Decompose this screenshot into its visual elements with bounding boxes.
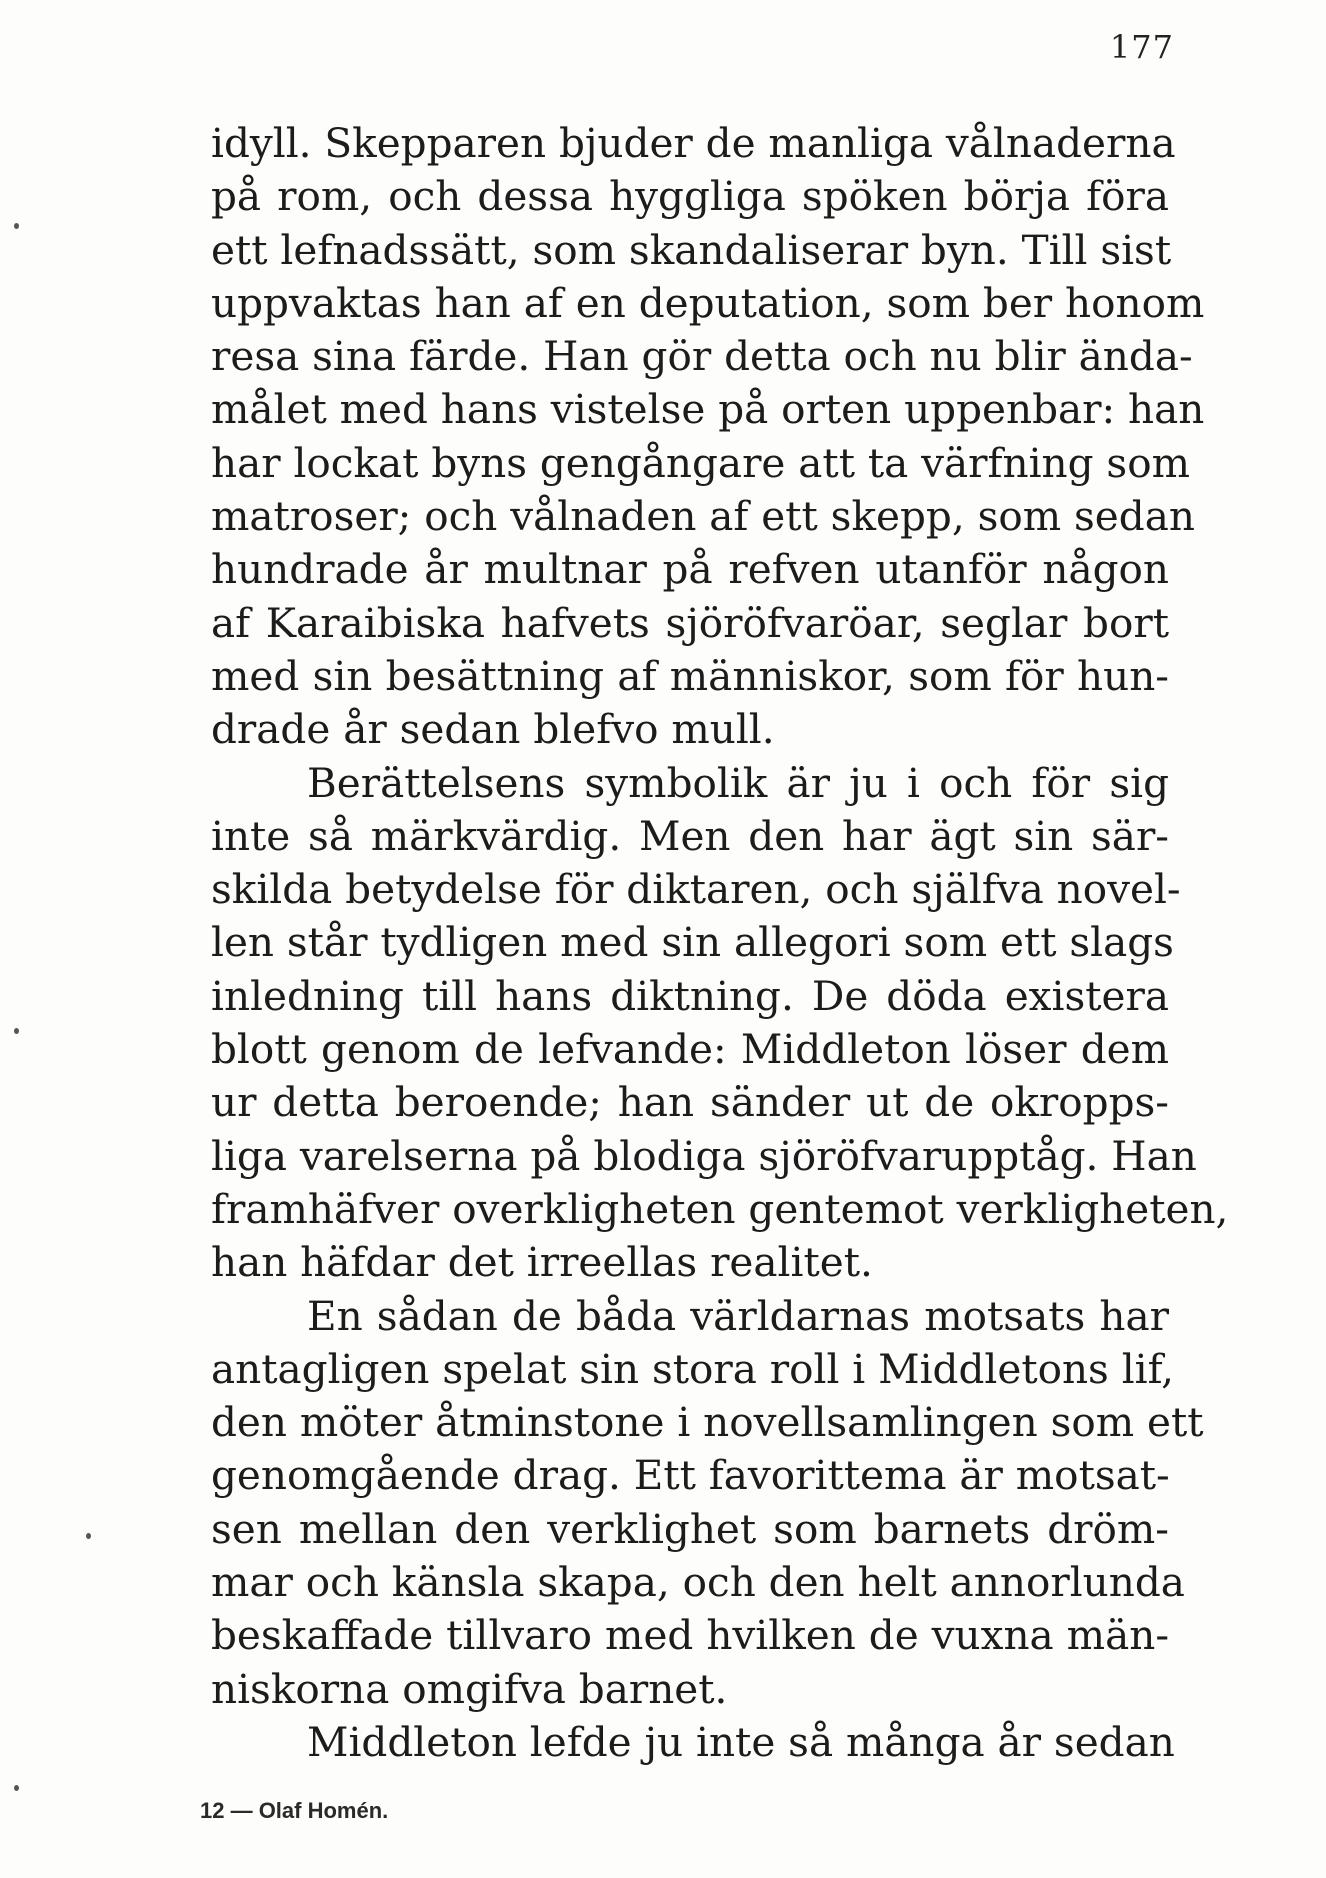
text-line: framhäfver overkligheten gentemot verkligheten,	[211, 1184, 1229, 1233]
text-line: niskorna omgifva barnet.	[211, 1664, 728, 1713]
margin-speck	[86, 1533, 91, 1539]
text-line: Middleton lefde ju inte så många år sedan	[307, 1717, 1175, 1766]
text-line: idyll. Skepparen bjuder de manliga vålnaderna	[211, 119, 1176, 167]
text-line: på rom, och dessa hyggliga spöken börja föra	[211, 172, 1169, 221]
text-line: inte så märkvärdig. Men den har ägt sin sär-	[211, 811, 1169, 860]
text-line: han häfdar det irreellas realitet.	[211, 1238, 873, 1287]
text-line: uppvaktas han af en deputation, som ber honom	[211, 278, 1205, 327]
text-line: drade år sedan blefvo mull.	[211, 705, 775, 754]
text-line: har lockat byns gengångare att ta värfning som	[211, 438, 1191, 487]
text-line: genomgående drag. Ett favorittema är motsat-	[211, 1451, 1170, 1500]
page-number: 177	[1109, 28, 1174, 66]
text-line: liga varelserna på blodiga sjöröfvarupptåg. Han	[211, 1131, 1197, 1180]
text-line: matroser; och vålnaden af ett skepp, som sedan	[211, 492, 1195, 541]
text-line: ur detta beroende; han sänder ut de okropps-	[211, 1078, 1169, 1127]
text-line: hundrade år multnar på refven utanför någon	[211, 545, 1169, 594]
text-line: den möter åtminstone i novellsamlingen som ett	[211, 1398, 1204, 1447]
text-line: Berättelsens symbolik är ju i och för sig	[307, 758, 1169, 807]
text-line: resa sina färde. Han gör detta och nu blir ända-	[211, 332, 1193, 381]
margin-speck	[14, 1028, 19, 1034]
body-text	[211, 117, 1229, 1769]
text-line: len står tydligen med sin allegori som ett slags	[211, 918, 1174, 967]
text-line: blott genom de lefvande: Middleton löser dem	[211, 1025, 1169, 1074]
text-line: af Karaibiska hafvets sjöröfvaröar, seglar bort	[211, 598, 1169, 647]
text-line: målet med hans vistelse på orten uppenbar: han	[211, 385, 1205, 434]
text-line: mar och känsla skapa, och den helt annorlunda	[211, 1558, 1185, 1607]
text-line: ett lefnadssätt, som skandaliserar byn. Till sist	[211, 225, 1172, 274]
text-line: inledning till hans diktning. De döda existera	[211, 971, 1169, 1020]
text-line: med sin besättning af människor, som för hun-	[211, 651, 1169, 700]
margin-speck	[14, 1785, 19, 1791]
text-line: antagligen spelat sin stora roll i Middletons lif,	[211, 1344, 1175, 1393]
text-line: sen mellan den verklighet som barnets dröm-	[211, 1504, 1169, 1553]
text-line: skilda betydelse för diktaren, och själfva novel-	[211, 865, 1181, 914]
text-line: beskaffade tillvaro med hvilken de vuxna män-	[211, 1611, 1169, 1660]
page-footer: 12 — Olaf Homén.	[200, 1798, 389, 1823]
text-line: En sådan de båda världarnas motsats har	[307, 1291, 1169, 1340]
margin-speck	[14, 223, 19, 229]
